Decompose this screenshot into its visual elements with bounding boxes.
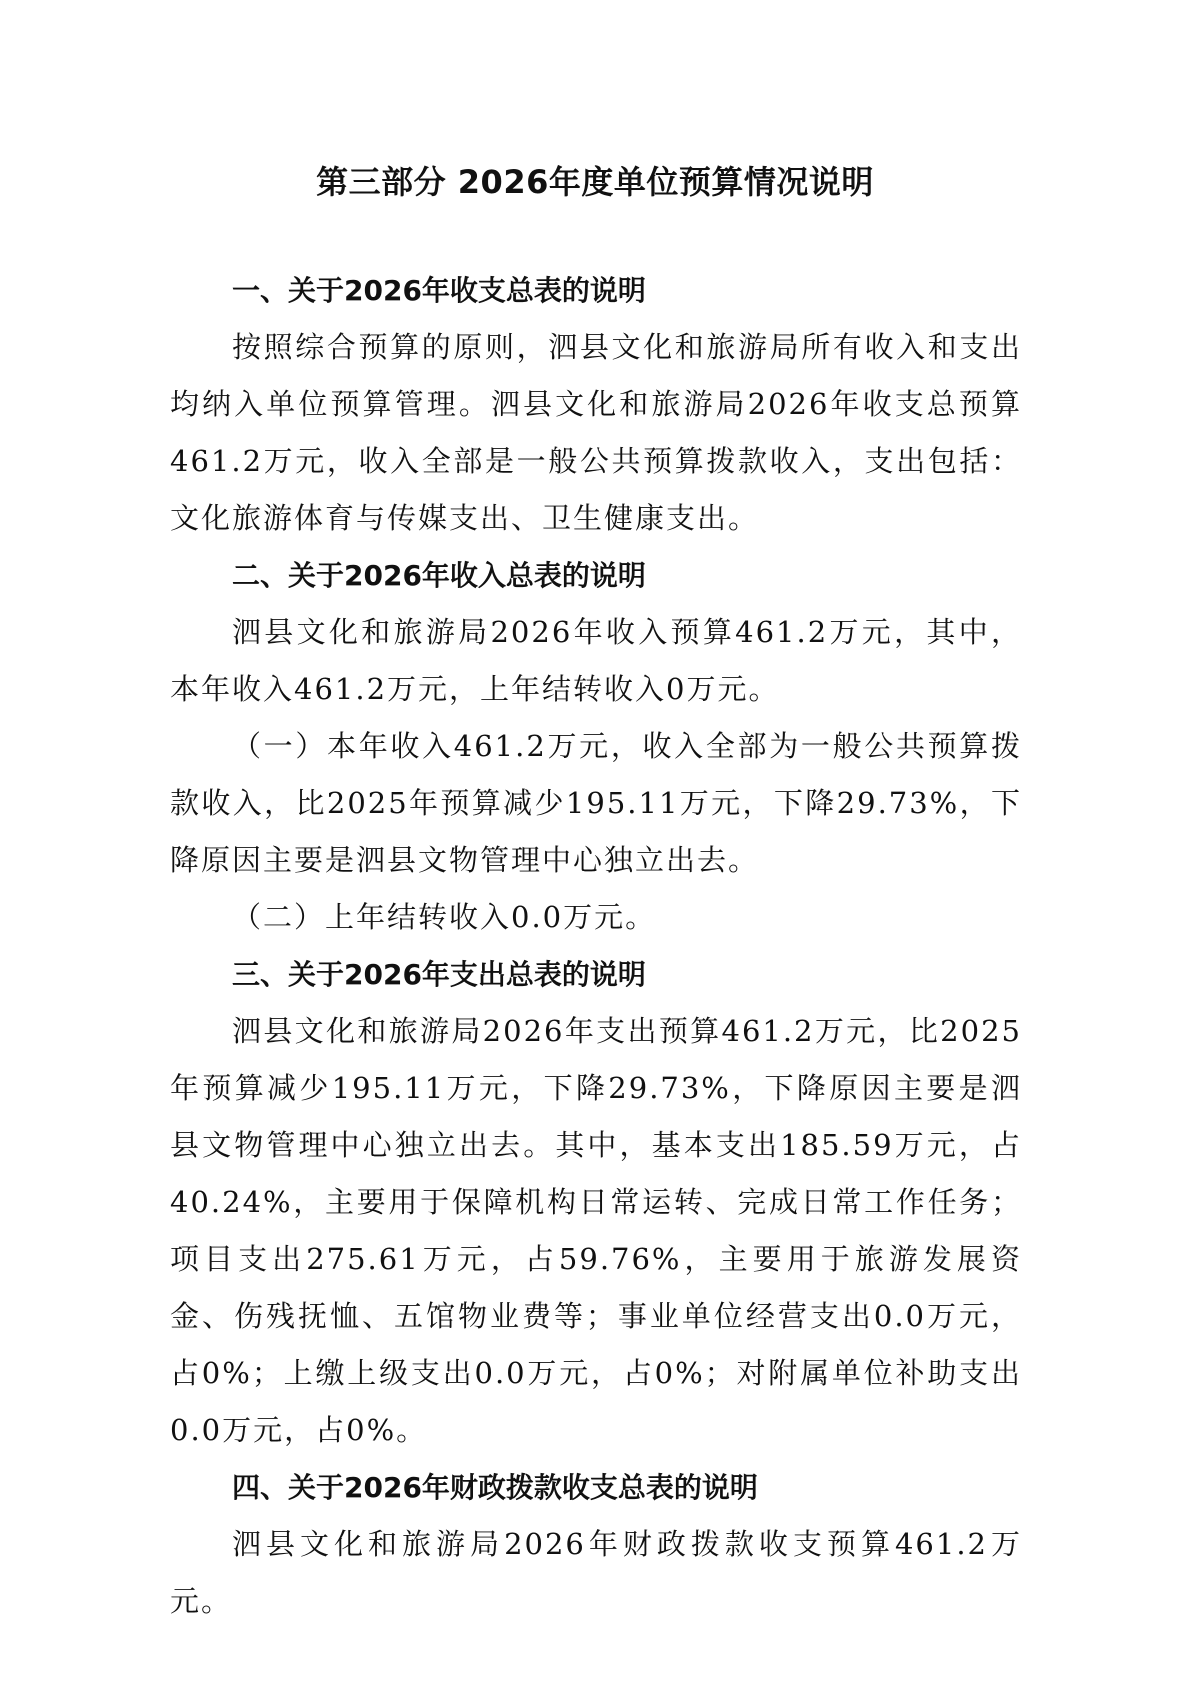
section-2-paragraph-3: （二）上年结转收入0.0万元。 bbox=[232, 900, 657, 934]
page-title: 第三部分 2026年度单位预算情况说明 bbox=[316, 163, 874, 201]
section-4-paragraph-1: 泗县文化和旅游局2026年财政拨款收支预算461.2万元。 bbox=[170, 1527, 1022, 1618]
document-body bbox=[170, 262, 1022, 1630]
section-1-paragraph-1: 按照综合预算的原则，泗县文化和旅游局所有收入和支出均纳入单位预算管理。泗县文化和旅游局2026年收支总预算461.2万元，收入全部是一般公共预算拨款收入，支出包括：文化旅游体育与传媒支出、卫生健康支出。 bbox=[170, 330, 1022, 535]
section-heading-3: 三、关于2026年支出总表的说明 bbox=[232, 958, 646, 991]
section-heading-2: 二、关于2026年收入总表的说明 bbox=[232, 559, 646, 592]
section-2-paragraph-2: （一）本年收入461.2万元，收入全部为一般公共预算拨款收入，比2025年预算减少195.11万元，下降29.73%，下降原因主要是泗县文物管理中心独立出去。 bbox=[170, 729, 1022, 877]
section-heading-4: 四、关于2026年财政拨款收支总表的说明 bbox=[232, 1471, 758, 1504]
section-heading-1: 一、关于2026年收支总表的说明 bbox=[232, 274, 646, 307]
section-3-paragraph-1: 泗县文化和旅游局2026年支出预算461.2万元，比2025年预算减少195.11万元，下降29.73%，下降原因主要是泗县文物管理中心独立出去。其中，基本支出185.59万元，占40.24%，主要用于保障机构日常运转、完成日常工作任务；项目支出275.61万元，占59.76%，主要用于旅游发展资金、伤残抚恤、五馆物业费等；事业单位经营支出0.0万元，占0%；上缴上级支出0.0万元，占0%；对附属单位补助支出0.0万元，占0%。 bbox=[170, 1014, 1022, 1447]
section-2-paragraph-1: 泗县文化和旅游局2026年收入预算461.2万元，其中，本年收入461.2万元，上年结转收入0万元。 bbox=[170, 615, 1022, 706]
